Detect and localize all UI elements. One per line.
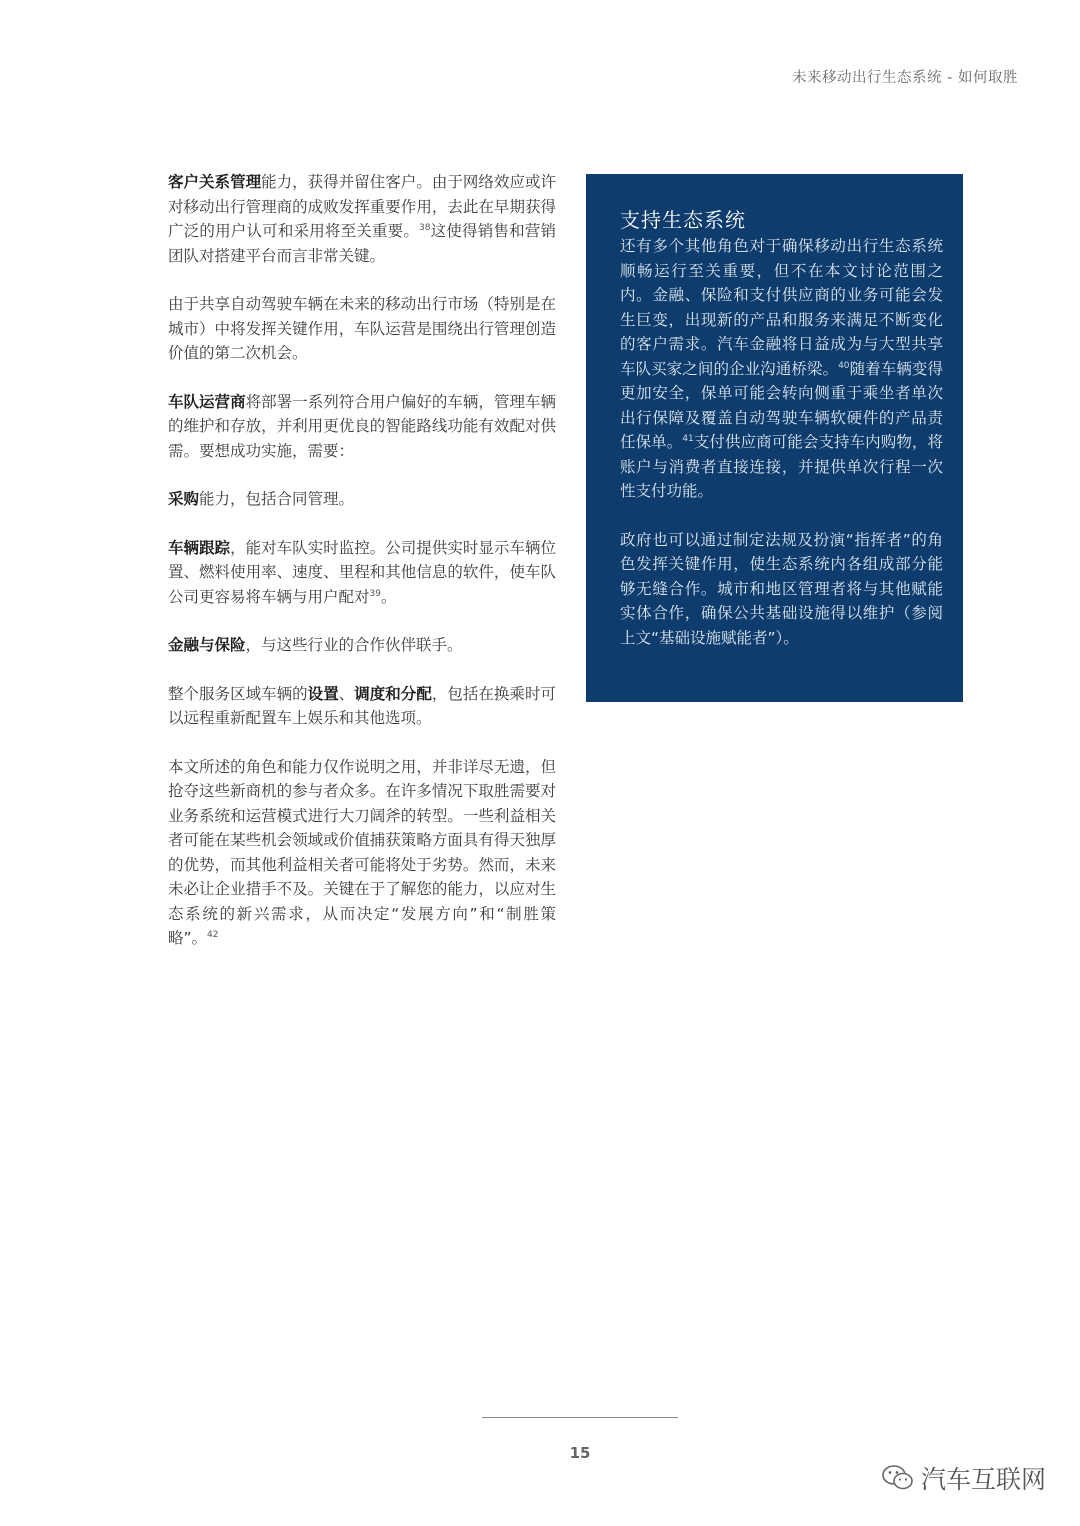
sidebar-box: [586, 174, 963, 702]
paragraph-text: 能力，获得并留住客户。由于网络效应或许对移动出行管理商的成败发挥重要作用，去此在早期获得广泛的用户认可和采用将至关重要。: [168, 173, 556, 240]
paragraph-text: 。: [380, 587, 397, 606]
paragraph-crm: [168, 170, 556, 268]
paragraph-fleet-operator: [168, 390, 556, 464]
footnote-ref: 40: [838, 360, 850, 371]
sidebar-text: 政府也可以通过制定法规及扮演“指挥者”的角色发挥关键作用，使生态系统内各组成部分能够无缝合作。城市和地区管理者将与其他赋能实体合作，确保公共基础设施得以维护（参阅上文“基础设施赋能者”）。: [620, 530, 943, 647]
running-header: 未来移动出行生态系统 - 如何取胜: [792, 70, 1018, 86]
paragraph-text: 这使得销售和营销团队对搭建平台而言非常关键。: [168, 222, 556, 265]
paragraph-text: ，能对车队实时监控。公司提供实时显示车辆位置、燃料使用率、速度、里程和其他信息的软件，使车队公司更容易将车辆与用户配对: [168, 538, 556, 606]
sidebar-text: 随着车辆变得更加安全，保单可能会转向侧重于乘坐者单次出行保障及覆盖自动驾驶车辆软硬件的产品责任保单。: [620, 359, 943, 451]
footnote-ref: 39: [369, 588, 381, 599]
watermark-text: 汽车互联网: [920, 1465, 1046, 1494]
paragraph-text: ，与这些行业的合作伙伴联手。: [245, 636, 463, 654]
bold-term: 金融与保险: [168, 636, 246, 654]
bold-term: 客户关系管理: [168, 173, 262, 191]
bold-term: 设置: [307, 684, 339, 703]
paragraph-text: 整个服务区域车辆的: [168, 684, 308, 703]
bold-term: 调度和分配: [354, 684, 432, 703]
paragraph-text: 将部署一系列符合用户偏好的车辆，管理车辆的维护和存放，并利用更优良的智能路线功能有效配对供需。要想成功实施，需要：: [168, 392, 556, 460]
footnote-ref: 42: [207, 929, 219, 940]
wechat-icon: [881, 1463, 915, 1493]
sidebar-paragraph: [620, 234, 943, 504]
paragraph-text: 由于共享自动驾驶车辆在未来的移动出行市场（特别是在城市）中将发挥关键作用，车队运营是围绕出行管理创造价值的第二次机会。: [168, 295, 556, 362]
sidebar-paragraph: [620, 528, 943, 651]
paragraph-text: 、: [338, 684, 355, 703]
watermark: [881, 1460, 1046, 1496]
paragraph-dispatch: [168, 682, 556, 731]
paragraph-conclusion: [168, 755, 556, 951]
bold-term: 采购: [168, 490, 200, 508]
sidebar-title: 支持生态系统: [620, 208, 746, 232]
paragraph-text: 能力，包括合同管理。: [199, 490, 355, 508]
footnote-ref: 38: [419, 222, 431, 233]
paragraph-text: 本文所述的角色和能力仅作说明之用，并非详尽无遗，但抢夺这些新商机的参与者众多。在许多情况下取胜需要对业务系统和运营模式进行大刀阔斧的转型。一些利益相关者可能在某些机会领域或价值捕获策略方面具有得天独厚的优势，而其他利益相关者可能将处于劣势。然而，未来未必让企业措手不及。关键在于了解您的能力，以应对生态系统的新兴需求，从而决定“发展方向”和“制胜策略”。: [168, 757, 556, 947]
bold-term: 车队运营商: [168, 392, 246, 411]
paragraph-procurement: [168, 487, 556, 512]
main-text-column: [168, 170, 556, 975]
bold-term: 车辆跟踪: [168, 538, 231, 557]
footnote-ref: 41: [682, 433, 694, 444]
sidebar-text: 还有多个其他角色对于确保移动出行生态系统顺畅运行至关重要，但不在本文讨论范围之内。金融、保险和支付供应商的业务可能会发生巨变，出现新的产品和服务来满足不断变化的客户需求。汽车金融将日益成为与大型共享车队买家之间的企业沟通桥梁。: [620, 237, 943, 378]
page-number: 15: [569, 1444, 591, 1462]
footer-divider: [482, 1417, 678, 1418]
sidebar-text: 支付供应商可能会支持车内购物，将账户与消费者直接连接，并提供单次行程一次性支付功能。: [620, 433, 943, 500]
paragraph-text: ，包括在换乘时可以远程重新配置车上娱乐和其他选项。: [168, 684, 556, 727]
paragraph-finance: [168, 633, 556, 658]
paragraph-tracking: [168, 536, 556, 610]
paragraph-fleet-intro: [168, 292, 556, 366]
